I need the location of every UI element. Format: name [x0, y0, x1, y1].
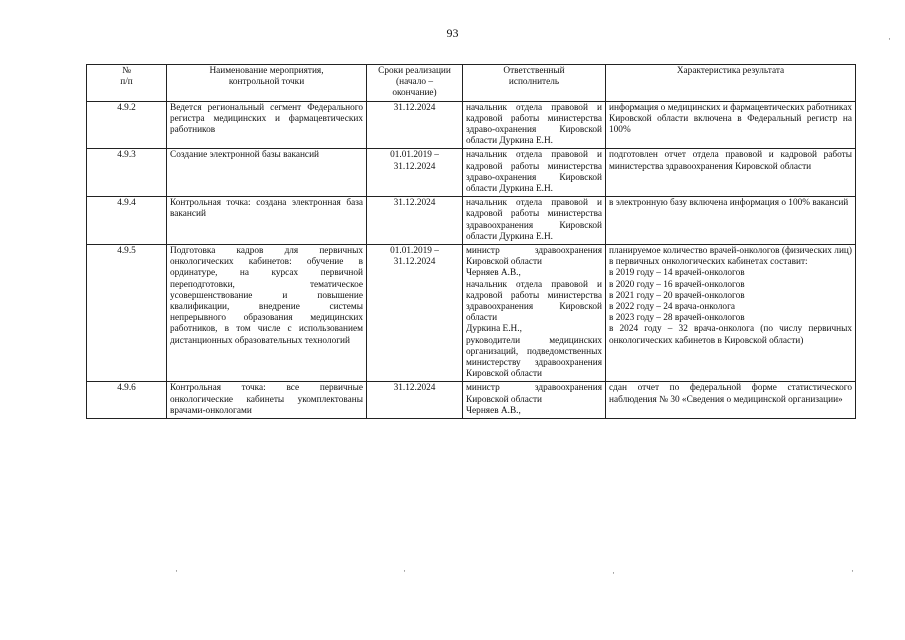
measures-table — [86, 64, 856, 419]
header-measure-name: Наименование мероприятия, контрольной точки — [167, 65, 367, 102]
scan-speck: · — [403, 566, 406, 576]
header-result: Характеристика результата — [606, 65, 856, 102]
header-dates: Сроки реализации (начало – окончание) — [367, 65, 463, 102]
row-result: информация о медицинских и фармацевтических работниках Кировской области включена в Федеральный регистр на 100% — [606, 101, 856, 149]
row-number: 4.9.5 — [87, 245, 167, 382]
scan-speck: · — [612, 568, 615, 578]
table-header — [87, 65, 856, 102]
header-number: № п/п — [87, 65, 167, 102]
scan-speck: · — [888, 34, 891, 44]
row-number: 4.9.3 — [87, 149, 167, 197]
row-dates: 31.12.2024 — [367, 382, 463, 419]
row-measure-name: Подготовка кадров для первичных онкологических кабинетов: обучение в ординатуре, на курсах первичной переподготовки, тематическое усовершенствование и повышение квалификации, внедрение системы непрерывного образования медицинских работников, в том числе с использованием дистанционных образовательных технологий — [167, 245, 367, 382]
row-number: 4.9.6 — [87, 382, 167, 419]
header-row — [87, 65, 856, 102]
table-body — [87, 101, 856, 418]
row-responsible: начальник отдела правовой и кадровой работы министерства здраво-охранения Кировской области Дуркина Е.Н. — [463, 149, 606, 197]
row-number: 4.9.2 — [87, 101, 167, 149]
row-responsible: министр здравоохранения Кировской области Черняев А.В., — [463, 382, 606, 419]
page-number: 93 — [446, 26, 459, 40]
scan-speck: · — [851, 566, 854, 576]
row-measure-name: Контрольная точка: все первичные онкологические кабинеты укомплектованы врачами-онкологами — [167, 382, 367, 419]
row-number: 4.9.4 — [87, 197, 167, 245]
row-measure-name: Контрольная точка: создана электронная база вакансий — [167, 197, 367, 245]
row-result: подготовлен отчет отдела правовой и кадровой работы министерства здравоохранения Кировской области — [606, 149, 856, 197]
row-dates: 31.12.2024 — [367, 101, 463, 149]
table-row — [87, 197, 856, 245]
table-row — [87, 382, 856, 419]
row-dates: 31.12.2024 — [367, 197, 463, 245]
row-measure-name: Ведется региональный сегмент Федерального регистра медицинских и фармацевтических работников — [167, 101, 367, 149]
scan-speck: · — [175, 566, 178, 576]
row-dates: 01.01.2019 – 31.12.2024 — [367, 149, 463, 197]
row-responsible: министр здравоохранения Кировской области Черняев А.В., начальник отдела правовой и кадровой работы министерства здравоохранения Кировской области Дуркина Е.Н., руководители медицинских организаций, подведомственных министерству здравоохранения Кировской области — [463, 245, 606, 382]
row-responsible: начальник отдела правовой и кадровой работы министерства здраво-охранения Кировской области Дуркина Е.Н. — [463, 101, 606, 149]
header-responsible: Ответственный исполнитель — [463, 65, 606, 102]
row-result: в электронную базу включена информация о 100% вакансий — [606, 197, 856, 245]
row-result: планируемое количество врачей-онкологов (физических лиц) в первичных онкологических кабинетах составит: в 2019 году – 14 врачей-онкологов в 2020 году – 16 врачей-онкологов в 2021 году – 20 врачей-онкологов в 2022 году – 24 врача-онколога в 2023 году – 28 врачей-онкологов в 2024 году – 32 врача-онколога (по числу первичных онкологических кабинетов в Кировской области) — [606, 245, 856, 382]
table-row — [87, 245, 856, 382]
row-measure-name: Создание электронной базы вакансий — [167, 149, 367, 197]
table-row — [87, 101, 856, 149]
row-responsible: начальник отдела правовой и кадровой работы министерства здравоохранения Кировской области Дуркина Е.Н. — [463, 197, 606, 245]
table-row — [87, 149, 856, 197]
row-result: сдан отчет по федеральной форме статистического наблюдения № 30 «Сведения о медицинской организации» — [606, 382, 856, 419]
row-dates: 01.01.2019 – 31.12.2024 — [367, 245, 463, 382]
